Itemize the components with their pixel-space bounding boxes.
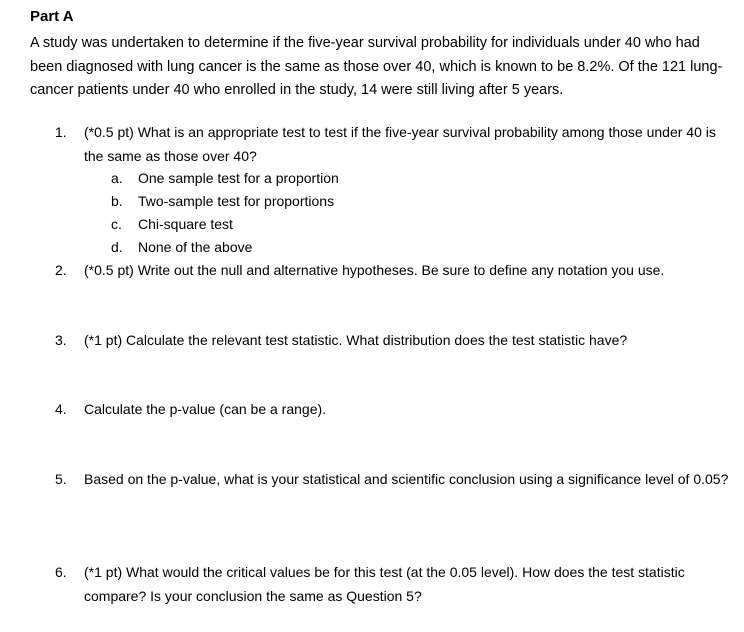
question-3 [55, 329, 730, 353]
question-text: (*0.5 pt) Write out the null and alternative hypotheses. Be sure to define any notation you use. [84, 262, 665, 278]
option-c [111, 213, 339, 236]
question-4 [55, 398, 730, 422]
option-text: One sample test for a proportion [138, 170, 339, 186]
question-number: 1. [55, 124, 67, 140]
option-d [111, 236, 339, 259]
question-6 [55, 561, 730, 608]
question-5 [55, 468, 730, 492]
answer-options [111, 167, 339, 259]
question-text: (*0.5 pt) What is an appropriate test to test if the five-year survival probability among those under 40 is the same as those over 40? [84, 124, 716, 164]
option-text: Chi-square test [138, 216, 233, 232]
option-letter: a. [111, 170, 123, 186]
option-letter: c. [111, 216, 122, 232]
question-number: 3. [55, 332, 67, 348]
question-number: 5. [55, 471, 67, 487]
option-letter: d. [111, 239, 123, 255]
part-title: Part A [30, 8, 74, 25]
question-number: 6. [55, 564, 67, 580]
option-letter: b. [111, 193, 123, 209]
question-number: 4. [55, 401, 67, 417]
question-1 [55, 121, 730, 168]
option-text: Two-sample test for proportions [138, 193, 335, 209]
question-text: (*1 pt) What would the critical values be for this test (at the 0.05 level). How does the test statistic compare? Is your conclusion the same as Question 5? [84, 564, 685, 604]
intro-paragraph: A study was undertaken to determine if the five-year survival probability for individuals under 40 who had been diagnosed with lung cancer is the same as those over 40, which is known to be 8.2%. Of the 121 lung-cancer patients under 40 who enrolled in the study, 14 were still living after 5 years. [30, 35, 723, 98]
question-text: (*1 pt) Calculate the relevant test statistic. What distribution does the test statistic have? [84, 332, 628, 348]
question-2 [55, 259, 730, 283]
option-b [111, 190, 339, 213]
question-number: 2. [55, 262, 67, 278]
option-text: None of the above [138, 239, 253, 255]
option-a [111, 167, 339, 190]
question-text: Calculate the p-value (can be a range). [84, 401, 327, 417]
question-text: Based on the p-value, what is your statistical and scientific conclusion using a significance level of 0.05? [84, 471, 729, 487]
